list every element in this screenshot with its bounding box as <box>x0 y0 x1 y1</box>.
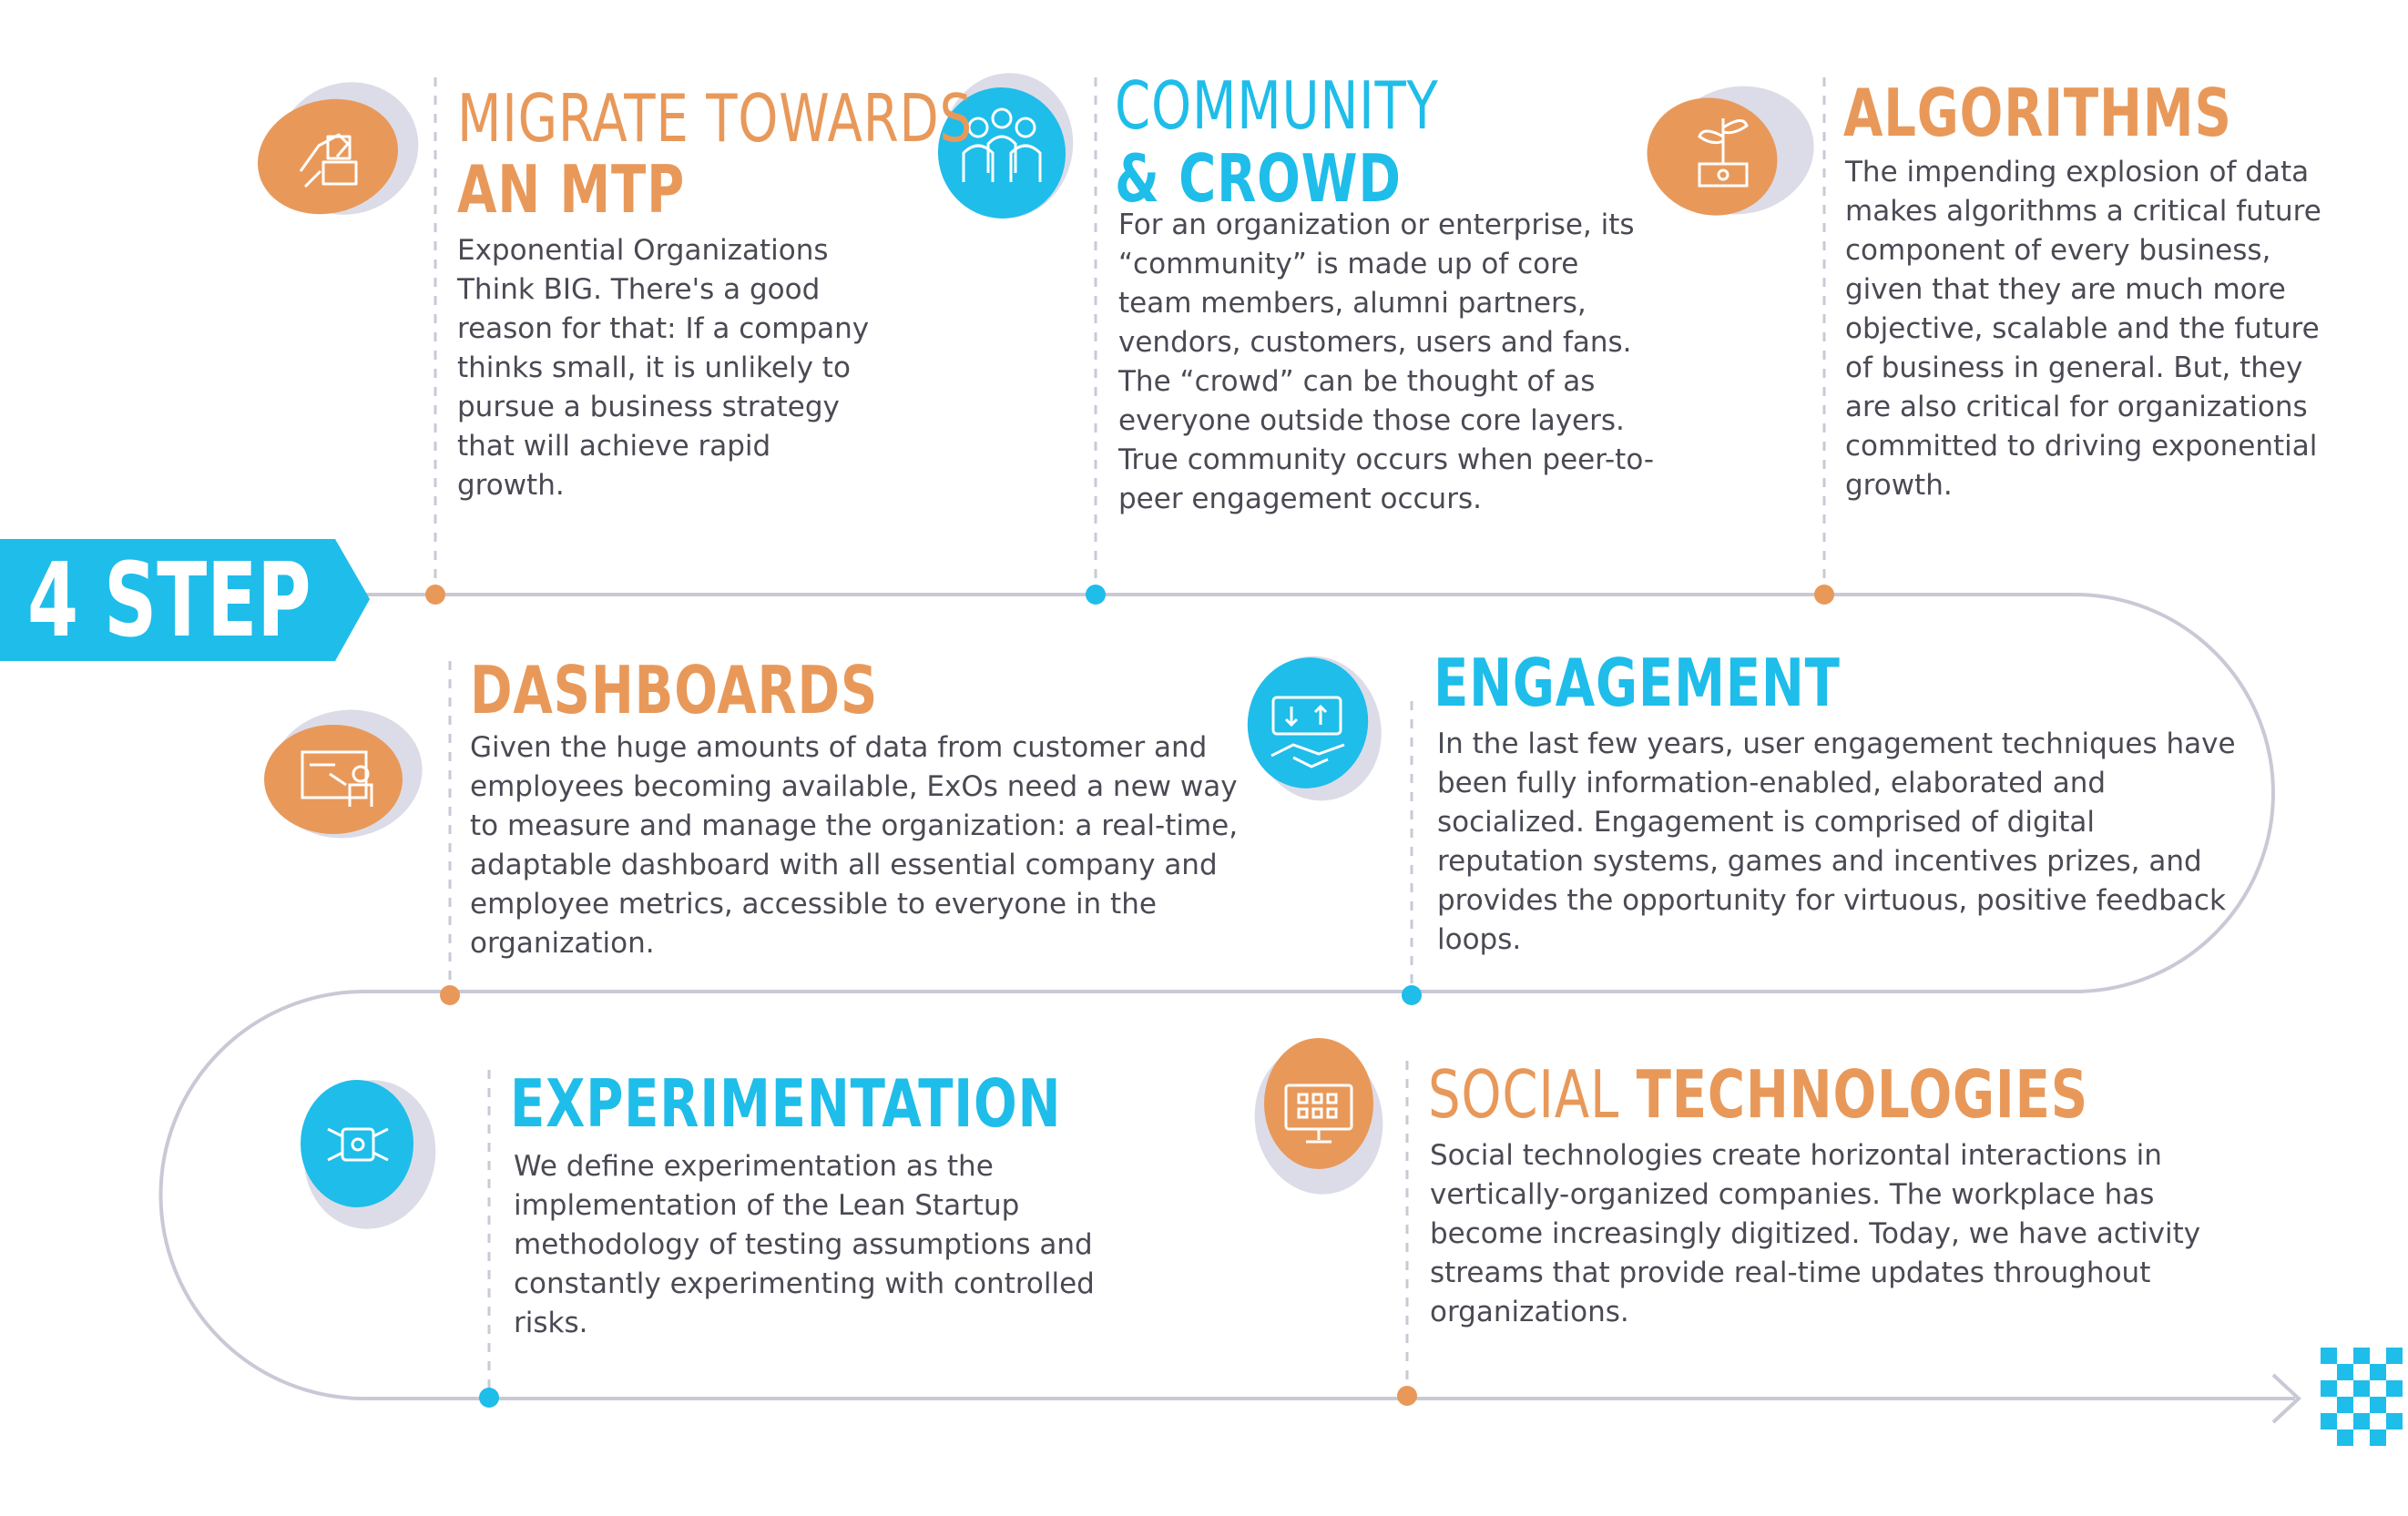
step-social-description: Social technologies create horizontal interactions in vertically-organized companies. The workplace has become increasingly digitized. Today, we have activity streams that provide real-time updates throughout organizations. <box>1430 1139 2201 1328</box>
step-community-description: For an organization or enterprise, its “community” is made up of core team members, alumni partners, vendors, customers, users and fans. The “crowd” can be thought of as everyone outside those core layers. True community occurs when peer-to-peer engagement occurs. <box>1118 209 1655 515</box>
step-mtp-title-line1: MIGRATE TOWARDS <box>457 80 973 157</box>
blob-dashboards <box>260 697 433 850</box>
dot-algorithms <box>1814 585 1834 605</box>
blob-engagement <box>1237 642 1398 816</box>
step-experimentation-description: We define experimentation as the implementation of the Lean Startup methodology of testing assumptions and constantly experimenting with controlled risks. <box>514 1150 1095 1339</box>
step-social-title <box>1428 1056 2088 1133</box>
step-experimentation-title: EXPERIMENTATION <box>510 1065 1062 1142</box>
dot-mtp <box>425 585 445 605</box>
blob-experimentation <box>292 1070 447 1240</box>
step-algorithms-title: ALGORITHMS <box>1843 75 2232 151</box>
dot-experimentation <box>479 1388 499 1408</box>
step-algorithms-description: The impending explosion of data makes algorithms a critical future component of every business, given that they are much more objective, scalable and the future of business in general. But, they are also critical for organizations committed to driving exponential growth. <box>1845 156 2321 502</box>
step-community-title-line1: COMMUNITY <box>1115 67 1439 144</box>
step-banner-label: 4 STEP <box>27 542 311 660</box>
dot-community <box>1086 585 1106 605</box>
step-engagement-title: ENGAGEMENT <box>1434 645 1841 721</box>
step-dashboards-title: DASHBOARDS <box>470 652 879 728</box>
step-dashboards-description: Given the huge amounts of data from customer and employees becoming available, ExOs need a new way to measure and manage the organization: a real-time, adaptable dashboard with all essential company and employee metrics, accessible to everyone in the organization. <box>470 731 1239 960</box>
blob-mtp <box>245 63 437 235</box>
step-mtp-description: Exponential Organizations Think BIG. There's a good reason for that: If a company thinks small, it is unlikely to pursue a business strategy that will achieve rapid growth. <box>457 234 870 502</box>
step-social-title-light: SOCIAL <box>1428 1056 1620 1133</box>
step-social-title-bold: TECHNOLOGIES <box>1636 1056 2088 1133</box>
dot-dashboards <box>440 985 460 1005</box>
dot-engagement <box>1402 985 1422 1005</box>
dot-social <box>1397 1386 1417 1406</box>
blob-social <box>1243 1035 1394 1205</box>
step-community-title-line2: & CROWD <box>1115 140 1402 217</box>
step-mtp-title-line2: AN MTP <box>457 151 686 228</box>
checker-pattern-decoration <box>2321 1348 2403 1446</box>
blob-algorithms <box>1634 75 1824 230</box>
step-engagement-description: In the last few years, user engagement techniques have been fully information-enabled, elaborated and socialized. Engagement is comprised of digital reputation systems, games and incentives prizes, and provides the opportunity for virtuous, positive feedback loops. <box>1437 727 2236 956</box>
